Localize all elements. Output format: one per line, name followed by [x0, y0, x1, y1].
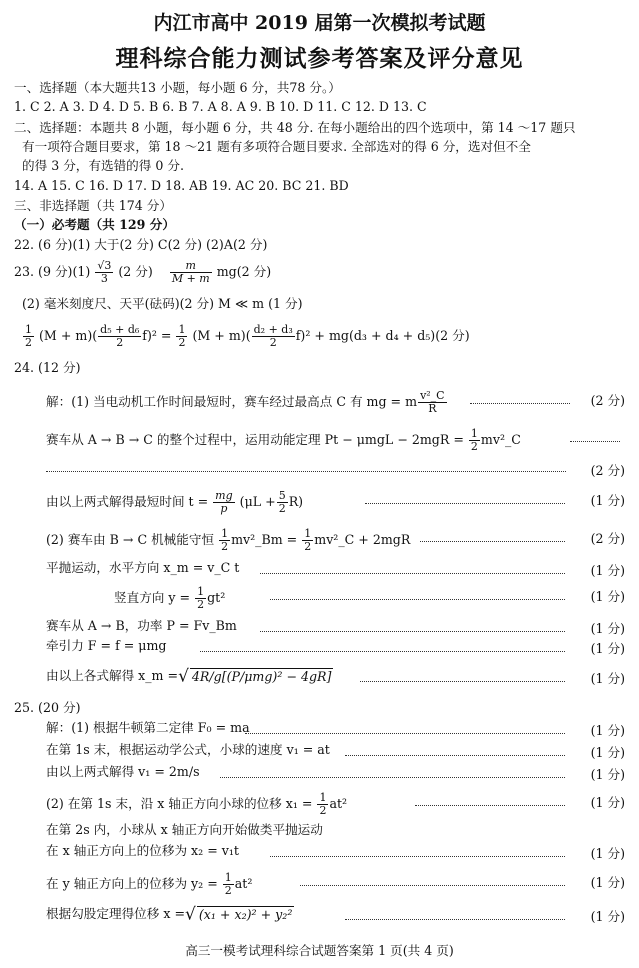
dots	[570, 441, 620, 442]
frac-m-over-Mm: $\frac{m}{M + m}$	[171, 259, 210, 285]
dots	[365, 503, 565, 504]
q23-line2: (2) 毫米刻度尺、天平(砝码)(2 分) M ≪ m (1 分)	[22, 296, 303, 311]
dots	[345, 755, 565, 756]
q25-b6: 在 x 轴正方向上的位移为 x₂ = v₁t	[46, 843, 239, 858]
score: (1 分)	[590, 767, 625, 782]
q24-a1: 解：(1) 当电动机工作时间最短时，赛车经过最高点 C 有 mg = m $\frac{\text{v²\_C}}{R}$	[46, 389, 445, 415]
q24-head: 24. (12 分)	[14, 360, 81, 375]
s2-line2: 有一项符合题目要求，第 18 ～21 题有多项符合题目要求. 全部选对的得 6 分，选对但不全	[22, 139, 531, 154]
score: (1 分)	[590, 846, 625, 861]
dots	[200, 651, 565, 652]
q25-b8: 根据勾股定理得位移 x =√ (x₁ + x₂)² + y₂²	[46, 904, 293, 925]
q25-head: 25. (20 分)	[14, 700, 81, 715]
title-answer-key: 理科综合能力测试参考答案及评分意见	[115, 45, 524, 72]
s1-heading: 一、选择题（本大题共13 小题，每小题 6 分，共78 分。）	[14, 80, 341, 95]
dots	[415, 805, 565, 806]
score: (1 分)	[590, 671, 625, 686]
s2-answers: 14. A 15. C 16. D 17. D 18. AB 19. AC 20. BC 21. BD	[14, 178, 349, 193]
score: (1 分)	[590, 563, 625, 578]
dots	[470, 403, 570, 404]
q25-b7: 在 y 轴正方向上的位移为 y₂ = $\frac{1}{2}$ at²	[46, 871, 253, 897]
q24-a5: 平抛运动，水平方向 x_m = v_C t	[46, 560, 240, 575]
q24-a9: 由以上各式解得 x_m =√ 4R/g[(P/μmg)² − 4gR]	[46, 666, 332, 687]
dots	[260, 573, 565, 574]
score: (2 分)	[590, 393, 625, 408]
q25-b3: 由以上两式解得 v₁ = 2m/s	[46, 764, 200, 779]
dots	[270, 599, 565, 600]
dots	[46, 471, 566, 472]
score: (1 分)	[590, 723, 625, 738]
q22-answer: 22. (6 分)(1) 大于(2 分) C(2 分) (2)A(2 分)	[14, 237, 268, 252]
score: (2 分)	[590, 463, 625, 478]
s1-answers: 1. C 2. A 3. D 4. D 5. B 6. B 7. A 8. A 9. B 10. D 11. C 12. D 13. C	[14, 99, 427, 114]
score: (2 分)	[590, 531, 625, 546]
q24-a2: 赛车从 A → B → C 的整个过程中，运用动能定理 Pt − μmgL − 2mgR = $\frac{1}{2}$ mv²_C	[46, 427, 521, 453]
score: (1 分)	[590, 745, 625, 760]
s2-line3: 的得 3 分，有选错的得 0 分.	[22, 158, 184, 173]
dots	[260, 631, 565, 632]
score: (1 分)	[590, 493, 625, 508]
title-school: 内江市高中 2019 届第一次模拟考试题	[153, 12, 486, 34]
score: (1 分)	[590, 909, 625, 924]
dots	[420, 541, 565, 542]
dots	[270, 856, 565, 857]
dots	[300, 885, 565, 886]
dots	[245, 733, 565, 734]
q23-line1: 23. (9 分)(1) $\frac{√3}{3}$ (2 分) $\frac{m}{M + m}$ mg(2 分)	[14, 259, 272, 285]
s3-heading: 三、非选择题（共 174 分）	[14, 198, 172, 213]
score: (1 分)	[590, 621, 625, 636]
q24-a4: (2) 赛车由 B → C 机械能守恒 $\frac{1}{2}$ mv²_Bm = $\frac{1}{2}$ mv²_C + 2mgR	[46, 527, 411, 553]
s3-sub: （一）必考题（共 129 分）	[14, 217, 175, 232]
score: (1 分)	[590, 641, 625, 656]
q25-b4: (2) 在第 1s 末，沿 x 轴正方向小球的位移 x₁ = $\frac{1}{2}$ at²	[46, 791, 348, 817]
s2-line1: 二、选择题：本题共 8 小题，每小题 6 分，共 48 分. 在每小题给出的四个选项中，第 14 ～17 题只	[14, 120, 576, 135]
q24-a7: 赛车从 A → B，功率 P = Fv_Bm	[46, 618, 237, 633]
dots	[345, 919, 565, 920]
dots	[360, 681, 565, 682]
q25-b1: 解：(1) 根据牛顿第二定律 F₀ = ma	[46, 720, 250, 735]
score: (1 分)	[590, 795, 625, 810]
score: (1 分)	[590, 589, 625, 604]
q24-a8: 牵引力 F = f = μmg	[46, 638, 167, 653]
q23-line3: $\frac{1}{2}$ (M + m)( $\frac{\text{d₅ + d₆}}{2}$ f)² = $\frac{1}{2}$ (M + m)( $\frac{\text{d₂ + d₃}}{2}$ f)² + mg(d₃ + d₄ + d₅)(2 分)	[25, 323, 470, 349]
dots	[220, 777, 565, 778]
q24-a3: 由以上两式解得最短时间 t = $\frac{mg}{p}$ (μL + $\frac{5}{2}$ R)	[46, 489, 304, 515]
q24-a6: 竖直方向 y = $\frac{1}{2}$ gt²	[114, 585, 226, 611]
frac-sqrt3-3: $\frac{√3}{3}$	[97, 259, 112, 285]
score: (1 分)	[590, 875, 625, 890]
page-footer: 高三一模考试理科综合试题答案第 1 页(共 4 页)	[185, 943, 454, 958]
q25-b5: 在第 2s 内，小球从 x 轴正方向开始做类平抛运动	[46, 822, 323, 837]
q25-b2: 在第 1s 末，根据运动学公式，小球的速度 v₁ = at	[46, 742, 330, 757]
